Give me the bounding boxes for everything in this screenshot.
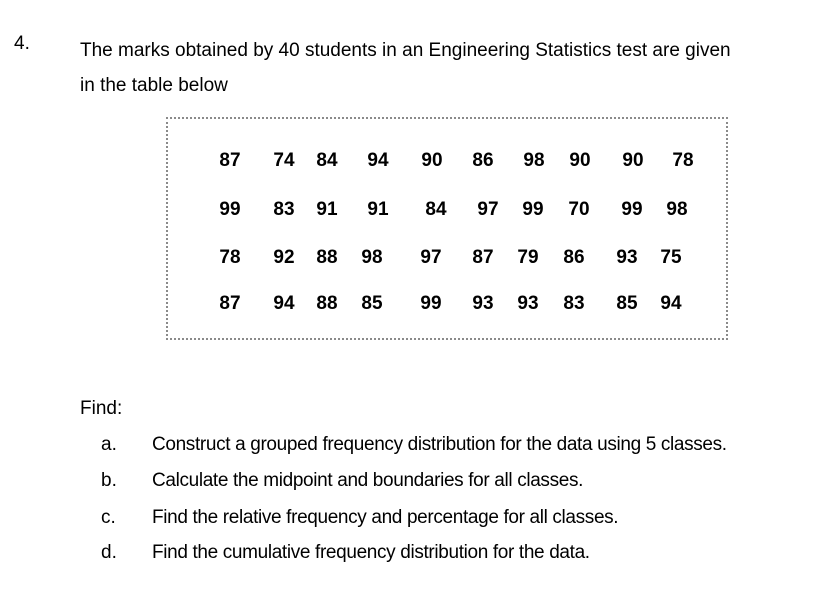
- mark-cell: 87: [219, 293, 241, 314]
- mark-cell: 94: [273, 293, 295, 314]
- mark-cell: 93: [616, 247, 638, 268]
- task-letter: c.: [101, 507, 116, 528]
- mark-cell: 94: [367, 150, 389, 171]
- task-text: Find the cumulative frequency distribution for the data.: [152, 542, 590, 563]
- task-letter: d.: [101, 542, 117, 563]
- marks-table: [166, 117, 728, 340]
- question-text: [80, 33, 810, 103]
- task-text: Calculate the midpoint and boundaries for all classes.: [152, 470, 584, 491]
- mark-cell: 97: [477, 199, 499, 220]
- task-text: Construct a grouped frequency distribution for the data using 5 classes.: [152, 434, 727, 455]
- mark-cell: 75: [660, 247, 682, 268]
- mark-cell: 87: [472, 247, 494, 268]
- mark-cell: 85: [616, 293, 638, 314]
- mark-cell: 78: [672, 150, 694, 171]
- mark-cell: 99: [522, 199, 544, 220]
- mark-cell: 84: [425, 199, 447, 220]
- task-text: Find the relative frequency and percentage for all classes.: [152, 507, 619, 528]
- find-label: Find:: [80, 398, 123, 419]
- task-letter: b.: [101, 470, 117, 491]
- mark-cell: 74: [273, 150, 295, 171]
- mark-cell: 85: [361, 293, 383, 314]
- task-letter: a.: [101, 434, 117, 455]
- mark-cell: 87: [219, 150, 241, 171]
- mark-cell: 83: [563, 293, 585, 314]
- mark-cell: 93: [517, 293, 539, 314]
- mark-cell: 90: [622, 150, 644, 171]
- mark-cell: 84: [316, 150, 338, 171]
- mark-cell: 99: [420, 293, 442, 314]
- mark-cell: 92: [273, 247, 295, 268]
- mark-cell: 93: [472, 293, 494, 314]
- mark-cell: 98: [523, 150, 545, 171]
- mark-cell: 86: [472, 150, 494, 171]
- mark-cell: 94: [660, 293, 682, 314]
- mark-cell: 99: [621, 199, 643, 220]
- mark-cell: 91: [316, 199, 338, 220]
- mark-cell: 88: [316, 293, 338, 314]
- mark-cell: 86: [563, 247, 585, 268]
- mark-cell: 79: [517, 247, 539, 268]
- question-text-line-2: in the table below: [80, 75, 228, 96]
- mark-cell: 83: [273, 199, 295, 220]
- question-text-line-1: The marks obtained by 40 students in an Engineering Statistics test are given: [80, 40, 731, 61]
- mark-cell: 90: [421, 150, 443, 171]
- mark-cell: 70: [568, 199, 590, 220]
- mark-cell: 97: [420, 247, 442, 268]
- mark-cell: 78: [219, 247, 241, 268]
- question-number: 4.: [14, 33, 30, 54]
- mark-cell: 91: [367, 199, 389, 220]
- mark-cell: 88: [316, 247, 338, 268]
- mark-cell: 99: [219, 199, 241, 220]
- mark-cell: 98: [666, 199, 688, 220]
- mark-cell: 90: [569, 150, 591, 171]
- mark-cell: 98: [361, 247, 383, 268]
